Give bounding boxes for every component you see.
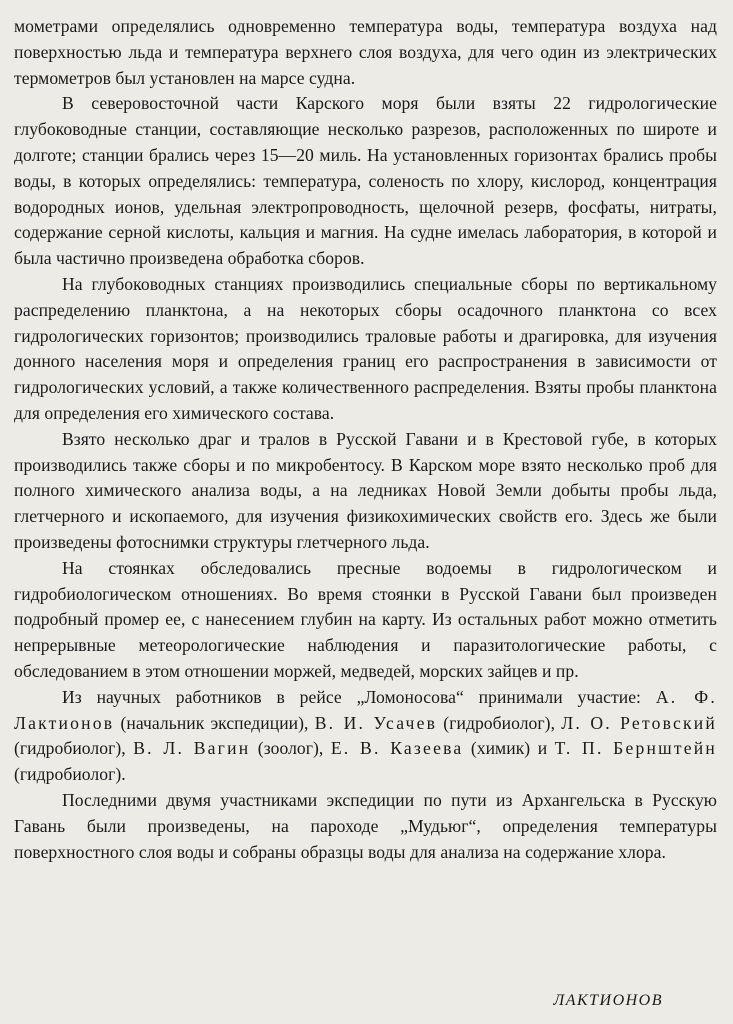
closing-paragraph: Последними двумя участниками экспедиции по пути из Архангельска в Русскую Гавань были произведены, на пароходе „Мудьюг“, определения температуры поверхностного слоя воды и собраны образцы воды для анализа на содержание хлора. — [14, 789, 717, 862]
paragraph-2: В северовосточной части Карского моря были взяты 22 гидрологические глубоководные станции, составляющие несколько разрезов, расположенных по широте и долготе; станции брались через 15—20 миль. На установленных горизонтах брались пробы воды, в которых определялись: температура, соленость по хлору, кислород, концентрация водородных ионов, удельная электропроводность, щелочной резерв, фосфаты, нитраты, содержание серной кислоты, кальция и магния. На судне имелась лаборатория, в которой и была частично произведена обработка сборов. — [14, 93, 717, 269]
participant-role: (гидробиолог). — [14, 764, 126, 785]
participant-role: (зоолог), — [250, 738, 331, 759]
participant-name: В. И. Усачев — [314, 712, 438, 733]
paragraph-1: мометрами определялись одновременно температура воды, температура воздуха над поверхностью льда и температура верхнего слоя воздуха, для чего один из электрических термометров был установлен на марсе судна. — [14, 16, 717, 88]
paragraph-5: На стоянках обследовались пресные водоемы в гидрологическом и гидробиологическом отношениях. Во время стоянки в Русской Гавани был произведен подробный промер ее, с нанесением глубин на карту. Из остальных работ можно отметить непрерывные метеорологические наблюдения и паразитологические работы, с обследованием в этом отношении моржей, медведей, морских зайцев и пр. — [14, 557, 717, 681]
participant-name: Е. В. Казеева — [330, 738, 464, 759]
paragraph-4: Взято несколько драг и тралов в Русской Гавани и в Крестовой губе, в которых производились также сборы и по микробентосу. В Карском море взято несколько проб для полного химического анализа воды, а на ледниках Новой Земли добыты пробы льда, глетчерного и ископаемого, для изучения физикохимических свойств его. Здесь же были произведены фотоснимки структуры глетчерного льда. — [14, 428, 717, 552]
author-signature: ЛАКТИОНОВ — [553, 992, 663, 1009]
body-text — [14, 14, 717, 865]
participants-intro: Из научных работников в рейсе „Ломоносова“ принимали участие: — [62, 686, 641, 707]
participant-role: (гидробиолог), — [437, 712, 562, 733]
participant-role: (химик) и — [463, 738, 555, 759]
participant-role: (начальник экспедиции), — [114, 712, 315, 733]
participant-name: В. Л. Вагин — [133, 738, 251, 759]
participant-role: (гидробиолог), — [14, 738, 134, 759]
participant-name: Т. П. Бернштейн — [554, 738, 717, 759]
paragraph-3: На глубоководных станциях производились специальные сборы по вертикальному распределению планктона, а на некоторых сборы осадочного планктона со всех гидрологических горизонтов; производились траловые работы и драгировка, для изучения донного населения моря и определения границ его распространения в зависимости от гидрологических условий, а также количественного распределения. Взяты пробы планктона для определения его химического состава. — [14, 273, 717, 423]
participant-name: Л. О. Ретовский — [561, 712, 717, 733]
participants-paragraph — [14, 685, 717, 788]
participant-name: А. Ф. Лактионов — [14, 686, 717, 733]
